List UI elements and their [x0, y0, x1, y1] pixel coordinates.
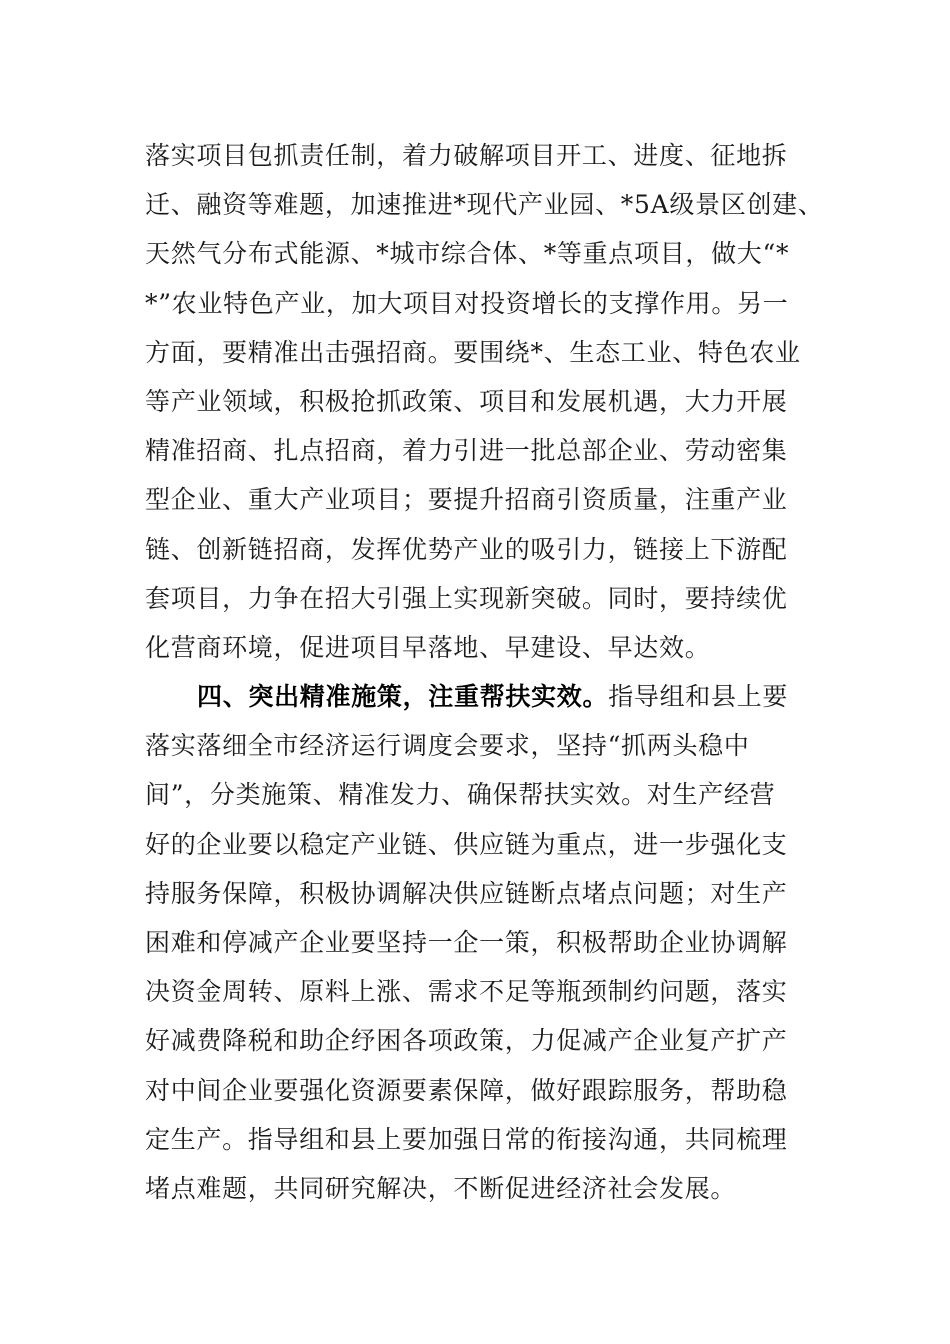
text-line: 型企业、重大产业项目；要提升招商引资质量，注重产业 — [145, 485, 788, 515]
text-line: 落实落细全市经济运行调度会要求，坚持“抓两头稳中 — [145, 731, 750, 761]
paragraph-project-investment — [145, 131, 865, 672]
text-line: 持服务保障，积极协调解决供应链断点堵点问题；对生产 — [145, 878, 788, 908]
text-line: 化营商环境，促进项目早落地、早建设、早达效。 — [145, 632, 711, 662]
text-line: 好减费降税和助企纾困各项政策，力促减产企业复产扩产 — [145, 1026, 788, 1056]
paragraph-precise-policy — [145, 672, 865, 1213]
text-line: 困难和停减产企业要坚持一企一策，积极帮助企业协调解 — [145, 928, 788, 957]
text-line: 套项目，力争在招大引强上实现新突破。同时，要持续优 — [145, 583, 788, 613]
paragraph-first-line — [145, 672, 865, 721]
text-line: 对中间企业要强化资源要素保障，做好跟踪服务，帮助稳 — [145, 1075, 788, 1105]
text-line: *”农业特色产业，加大项目对投资增长的支撑作用。另一 — [145, 288, 789, 318]
text-line: 落实项目包抓责任制，着力破解项目开工、进度、征地拆 — [145, 141, 788, 170]
text-line: 方面，要精准出击强招商。要围绕*、生态工业、特色农业 — [145, 337, 801, 367]
text-line: 定生产。指导组和县上要加强日常的衔接沟通，共同梳理 — [145, 1124, 788, 1154]
text-line: 等产业领域，积极抢抓政策、项目和发展机遇，大力开展 — [145, 386, 788, 416]
text-line: 堵点难题，共同研究解决，不断促进经济社会发展。 — [145, 1173, 737, 1203]
heading-line-rest: 指导组和县上要 — [608, 682, 789, 712]
text-line: 好的企业要以稳定产业链、供应链为重点，进一步强化支 — [145, 829, 788, 859]
section-heading: 四、突出精准施策，注重帮扶实效。 — [197, 682, 609, 712]
text-line: 间”，分类施策、精准发力、确保帮扶实效。对生产经营 — [145, 780, 776, 810]
text-line: 决资金周转、原料上涨、需求不足等瓶颈制约问题，落实 — [145, 977, 788, 1007]
text-line: 链、创新链招商，发挥优势产业的吸引力，链接上下游配 — [145, 534, 788, 564]
text-line: 精准招商、扎点招商，着力引进一批总部企业、劳动密集 — [145, 436, 788, 466]
document-body — [145, 131, 865, 1213]
text-line: 迁、融资等难题，加速推进*现代产业园、*5A级景区创建、 — [145, 190, 824, 220]
text-line: 天然气分布式能源、*城市综合体、*等重点项目，做大“* — [145, 239, 790, 269]
